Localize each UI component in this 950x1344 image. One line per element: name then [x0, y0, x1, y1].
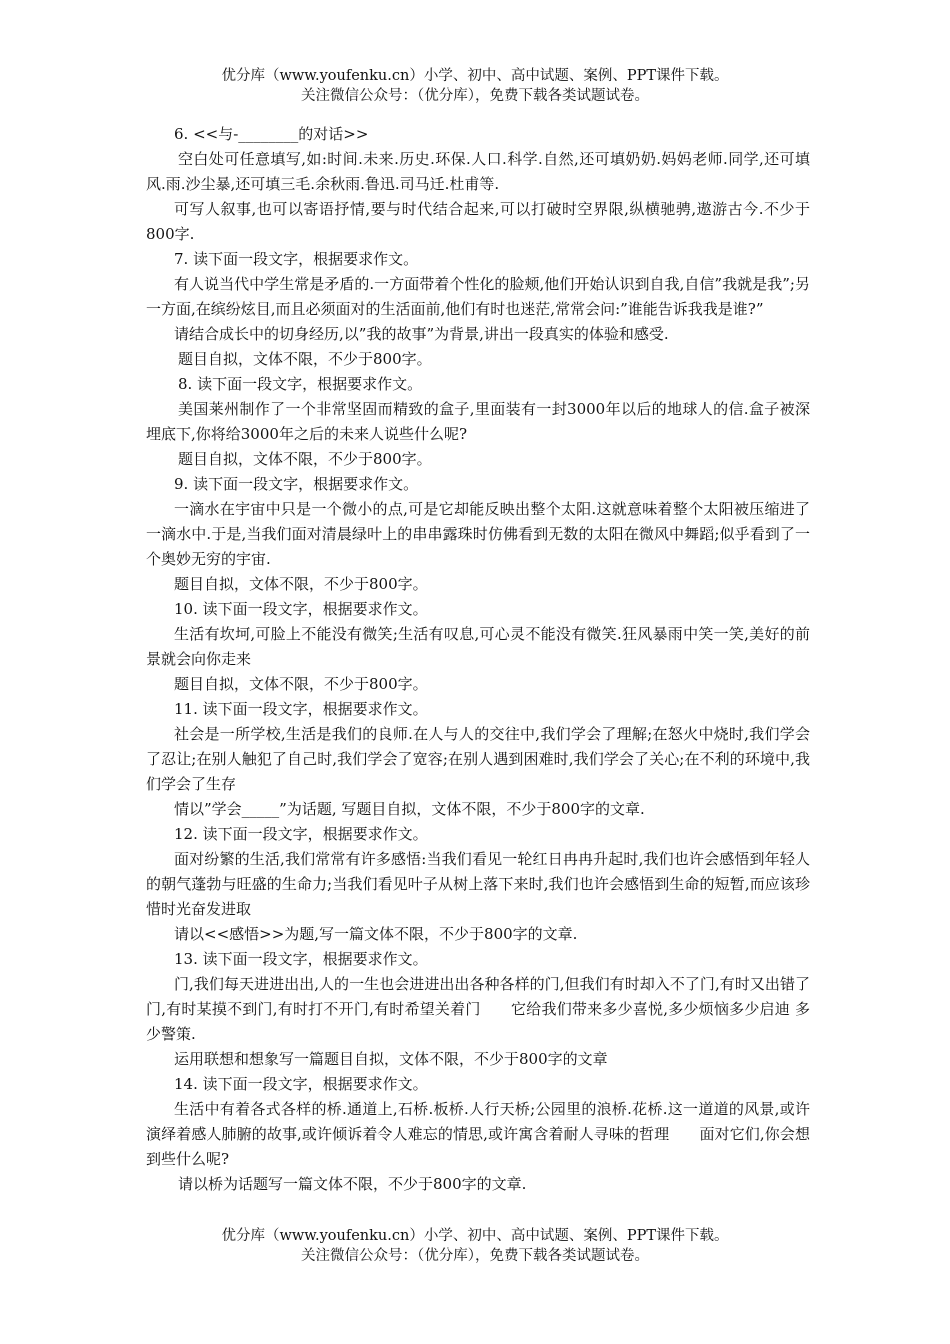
- question-7-para-1: 有人说当代中学生常是矛盾的.一方面带着个性化的脸颊,他们开始认识到自我,自信”我就是我”;另一方面,在缤纷炫目,而且必须面对的生活面前,他们有时也迷茫,常常会问:”谁能告诉我我是谁?”: [146, 275, 810, 318]
- question-title-14: 14. 读下面一段文字，根据要求作文。: [174, 1075, 428, 1093]
- question-13-para-1: 门,我们每天进进出出,人的一生也会进进出出各种各样的门,但我们有时却入不了门,有时又出错了门,有时某摸不到门,有时打不开门,有时希望关着门 它给我们带来多少喜悦,多少烦恼多少启迪 多少警策.: [146, 975, 810, 1043]
- question-11-para-1: 社会是一所学校,生活是我们的良师.在人与人的交往中,我们学会了理解;在怒火中烧时,我们学会了忍让;在别人触犯了自己时,我们学会了宽容;在别人遇到困难时,我们学会了关心;在不利的环境中,我们学会了生存: [146, 725, 810, 793]
- header-line-2: 关注微信公众号：（优分库），免费下载各类试题试卷。: [301, 88, 649, 104]
- question-title-8: 8. 读下面一段文字，根据要求作文。: [178, 375, 423, 393]
- question-7-para-2: 请结合成长中的切身经历,以”我的故事”为背景,讲出一段真实的体验和感受.: [174, 325, 669, 343]
- question-title-9: 9. 读下面一段文字，根据要求作文。: [174, 475, 419, 493]
- header-line-1: 优分库（www.youfenku.cn）小学、初中、高中试题、案例、PPT课件下载。: [221, 68, 729, 84]
- question-title-13: 13. 读下面一段文字，根据要求作文。: [174, 950, 428, 968]
- question-10-para-1: 生活有坎坷,可脸上不能没有微笑;生活有叹息,可心灵不能没有微笑.狂风暴雨中笑一笑,美好的前景就会向你走来: [146, 625, 810, 668]
- question-title-12: 12. 读下面一段文字，根据要求作文。: [174, 825, 428, 843]
- footer-line-2: 关注微信公众号：（优分库），免费下载各类试题试卷。: [301, 1248, 649, 1264]
- question-11-para-2: 情以”学会_____”为话题, 写题目自拟，文体不限，不少于800字的文章.: [174, 800, 645, 818]
- question-12-para-1: 面对纷繁的生活,我们常常有许多感悟:当我们看见一轮红日冉冉升起时,我们也许会感悟到年轻人的朝气蓬勃与旺盛的生命力;当我们看见叶子从树上落下来时,我们也许会感悟到生命的短暂,而应该珍惜时光奋发进取: [146, 850, 810, 918]
- question-9-para-1: 一滴水在宇宙中只是一个微小的点,可是它却能反映出整个太阳.这就意味着整个太阳被压缩进了一滴水中.于是,当我们面对清晨绿叶上的串串露珠时仿佛看到无数的太阳在微风中舞蹈;似乎看到了一个奥妙无穷的宇宙.: [146, 500, 810, 568]
- question-title-11: 11. 读下面一段文字，根据要求作文。: [174, 700, 428, 718]
- question-6-para-2: 可写人叙事,也可以寄语抒情,要与时代结合起来,可以打破时空界限,纵横驰骋,遨游古今.不少于800字.: [146, 200, 810, 243]
- question-12-para-2: 请以<<感悟>>为题,写一篇文体不限，不少于800字的文章.: [174, 925, 578, 943]
- question-13-para-2: 运用联想和想象写一篇题目自拟，文体不限，不少于800字的文章: [174, 1050, 608, 1068]
- question-title-6: 6. <<与-________的对话>>: [174, 125, 369, 143]
- page-footer: [0, 1226, 950, 1266]
- question-9-para-2: 题目自拟，文体不限，不少于800字。: [174, 575, 428, 593]
- question-10-para-2: 题目自拟，文体不限，不少于800字。: [174, 675, 428, 693]
- question-title-7: 7. 读下面一段文字，根据要求作文。: [174, 250, 419, 268]
- question-6-para-1: 空白处可任意填写,如:时间.未来.历史.环保.人口.科学.自然,还可填奶奶.妈妈老师.同学,还可填风.雨.沙尘暴,还可填三毛.余秋雨.鲁迅.司马迁.杜甫等.: [146, 150, 810, 193]
- question-title-10: 10. 读下面一段文字，根据要求作文。: [174, 600, 428, 618]
- essay-prompts: [146, 122, 810, 1197]
- question-8-para-1: 美国莱州制作了一个非常坚固而精致的盒子,里面装有一封3000年以后的地球人的信.盒子被深埋底下,你将给3000年之后的未来人说些什么呢?: [146, 400, 810, 443]
- question-14-para-2: 请以桥为话题写一篇文体不限，不少于800字的文章.: [178, 1175, 527, 1193]
- footer-line-1: 优分库（www.youfenku.cn）小学、初中、高中试题、案例、PPT课件下载。: [221, 1228, 729, 1244]
- page-header: [0, 66, 950, 106]
- question-7-para-3: 题目自拟，文体不限，不少于800字。: [178, 350, 432, 368]
- question-14-para-1: 生活中有着各式各样的桥.通道上,石桥.板桥.人行天桥;公园里的浪桥.花桥.这一道道的风景,或许演绎着感人肺腑的故事,或许倾诉着令人难忘的情思,或许寓含着耐人寻味的哲理 面对它们,你会想到些什么呢?: [146, 1100, 810, 1168]
- question-8-para-2: 题目自拟，文体不限，不少于800字。: [178, 450, 432, 468]
